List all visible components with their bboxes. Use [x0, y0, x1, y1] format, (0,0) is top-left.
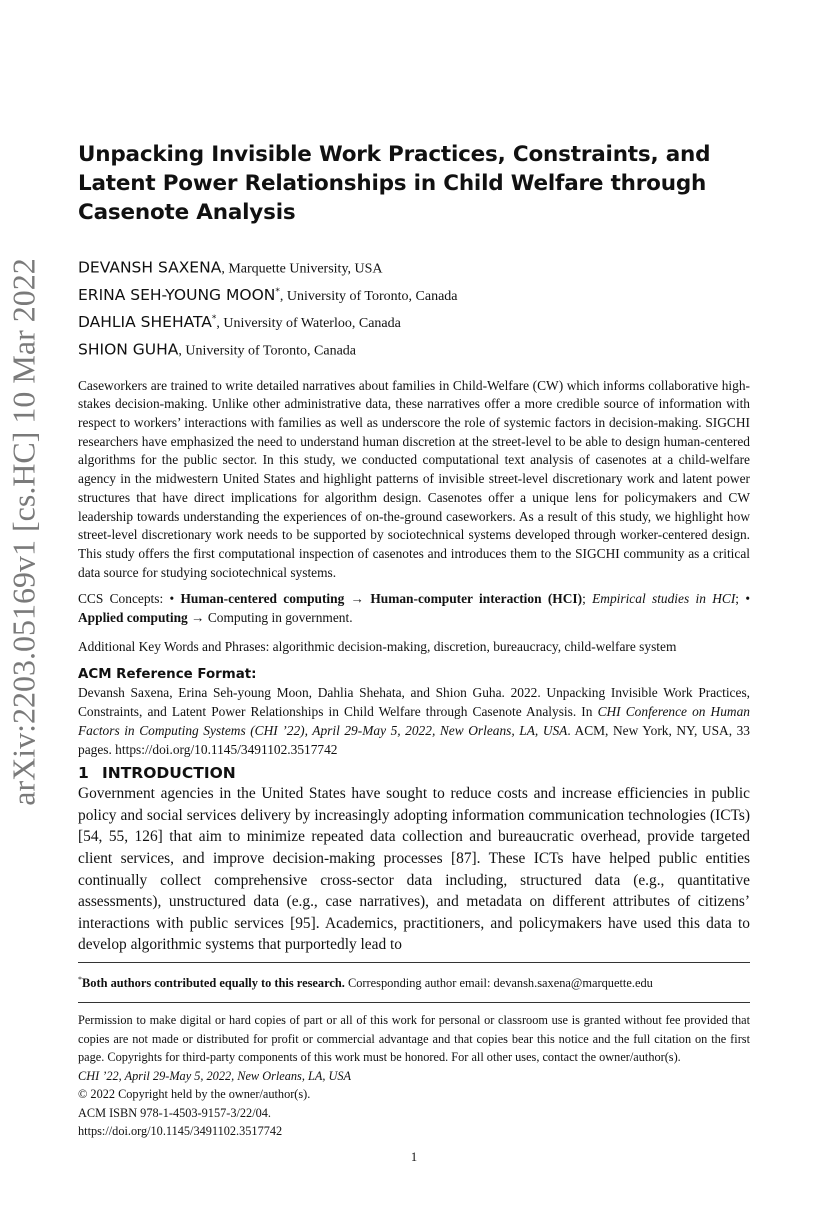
acm-reference-suffix: . ACM, New York, NY, USA, 33 pages. https://doi.org/10.1145/3491102.3517742 [78, 722, 750, 757]
author-line [78, 335, 750, 363]
arxiv-sidebar [2, 232, 46, 832]
ccs-label: CCS Concepts: [78, 591, 170, 607]
abstract: Caseworkers are trained to write detailed narratives about families in Child-Welfare (CW) which informs collaborative high-stakes decision-making. Unlike other administrative data, these narratives offer a more credible source of information with respect to workers’ interactions with families as well as underscore the role of systemic factors in decision-making. SIGCHI researchers have emphasized the need to understand human discretion at the street-level to be able to design human-centered algorithms for the public sector. In this study, we conducted computational text analysis of casenotes at a child-welfare agency in the midwestern United States and highlight patterns of invisible street-level discretionary work and latent power structures that have direct implications for algorithm design. Casenotes offer a unique lens for policymakers and CW leadership towards understanding the experiences of on-the-ground caseworkers. As a result of this study, we highlight how street-level discretionary work needs to be supported by sociotechnical systems developed through worker-centered design. This study offers the first computational inspection of casenotes and introduces them to the SIGCHI community as a critical data source for studying sociotechnical systems. [78, 377, 750, 580]
ccs-concepts [78, 590, 750, 627]
keywords: Additional Key Words and Phrases: algorithmic decision-making, discretion, bureaucracy, child-welfare system [78, 638, 677, 654]
arxiv-identifier: arXiv:2203.05169v1 [cs.HC] 10 Mar 2022 [5, 258, 42, 806]
author-name-text: ERINA SEH-YOUNG MOON [78, 285, 276, 304]
ccs-concept: Empirical studies in HCI [592, 591, 736, 607]
ccs-separator: ; [735, 591, 746, 607]
footnote-mark: * [78, 975, 82, 985]
section-number: 1 [78, 764, 89, 783]
author-name [78, 313, 216, 331]
rights-venue [78, 1067, 750, 1086]
ccs-concept: Human-computer interaction (HCI) [370, 591, 583, 607]
author-affiliation: , University of Toronto, Canada [279, 288, 458, 304]
author-name: SHION GUHA [78, 340, 179, 359]
paper-first-page [78, 140, 750, 1141]
author-name: DEVANSH SAXENA [78, 258, 222, 277]
acm-reference-heading: ACM Reference Format: [78, 667, 257, 683]
footnote-text: Corresponding author email: devansh.saxena@marquette.edu [344, 976, 653, 991]
ccs-concept: Human-centered computing [180, 591, 345, 607]
section-heading [78, 763, 750, 783]
author-name-text: DAHLIA SHEHATA [78, 312, 212, 331]
ccs-arrow: → [187, 610, 208, 626]
ccs-arrow: → [344, 591, 371, 607]
rights-divider [78, 1002, 750, 1003]
paper-title: Unpacking Invisible Work Practices, Constraints, and Latent Power Relationships in Child Welfare through Casenote Analysis [78, 142, 711, 225]
ccs-concept: Computing in government. [207, 610, 353, 626]
author-affiliation: , University of Toronto, Canada [178, 343, 357, 359]
permission-notice: Permission to make digital or hard copies of part or all of this work for personal or classroom use is granted without fee provided that copies are not made or distributed for profit or commercial advantage and that copies bear this notice and the full citation on the first page. Copyrights for third-party components of this work must be honored. For all other uses, contact the owner/author(s). [78, 1013, 750, 1065]
author-mark: * [275, 286, 280, 297]
isbn: ACM ISBN 978-1-4503-9157-3/22/04. [78, 1105, 271, 1120]
author-affiliation: , University of Waterloo, Canada [216, 315, 401, 331]
section-title: INTRODUCTION [102, 764, 236, 783]
rights-venue-text: CHI ’22, April 29-May 5, 2022, New Orleans, LA, USA [78, 1068, 352, 1083]
footnote [78, 971, 750, 992]
acm-reference-venue: CHI Conference on Human Factors in Computing Systems (CHI ’22), April 29-May 5, 2022, New Orleans, LA, USA [78, 704, 750, 738]
copyright: © 2022 Copyright held by the owner/author(s). [78, 1087, 311, 1102]
author-list [78, 253, 750, 363]
author-mark: * [211, 313, 217, 324]
doi-link[interactable]: https://doi.org/10.1145/3491102.3517742 [78, 1124, 283, 1139]
acm-reference-text: Devansh Saxena, Erina Seh-young Moon, Dahlia Shehata, and Shion Guha. 2022. Unpacking Invisible Work Practices, Constraints, and Latent Power Relationships in Child Welfare through Casenote Analysis. In [78, 685, 750, 720]
ccs-bullet: • [745, 591, 751, 607]
author-affiliation: , Marquette University, USA [221, 261, 383, 277]
acm-reference [78, 684, 750, 759]
author-name [78, 286, 280, 304]
author-line [78, 253, 750, 281]
author-line [78, 308, 750, 335]
ccs-separator: ; [582, 591, 593, 607]
page-number: 1 [410, 1150, 418, 1164]
introduction-text: Government agencies in the United States have sought to reduce costs and increase efficiencies in public policy and social services delivery by increasingly adopting information communication technologies (ICTs) [54, 55, 126] that aim to minimize repeated data collection and bureaucratic overhead, provide targeted client services, and improve decision-making processes [87]. These ICTs have helped public entities continually collect comprehensive cross-sector data including, structured data (e.g., quantitative assessments), unstructured data (e.g., case narratives), and metadata on different attributes of citizens’ interactions with public services [95]. Academics, practitioners, and policymakers have used this data to develop algorithmic systems that purportedly lead to [78, 785, 750, 954]
ccs-concept: Applied computing [78, 610, 188, 626]
author-line [78, 281, 750, 308]
footnote-bold: Both authors contributed equally to this research. [82, 976, 345, 991]
ccs-bullet: • [169, 591, 181, 607]
footnote-divider [78, 962, 750, 963]
